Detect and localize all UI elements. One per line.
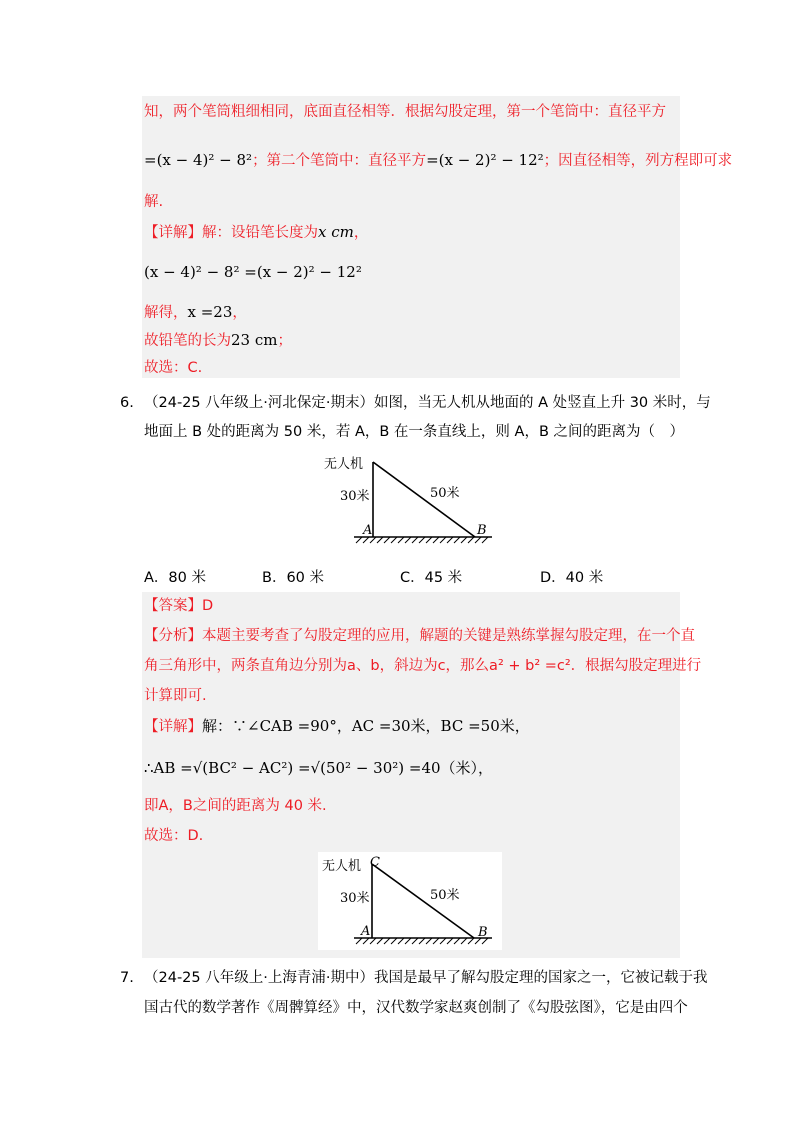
q6-detail-fig-50m-label: 50米 — [430, 888, 460, 903]
q6-detail-line1 — [144, 716, 530, 737]
q6-analysis-line1: 【分析】本题主要考查了勾股定理的应用，解题的关键是熟练掌握勾股定理，在一个直 — [144, 628, 695, 644]
q5-conclusion-text: 故铅笔的长为 — [144, 333, 231, 349]
q5-analysis-end: ；因直径相等，列方程即可求 — [543, 153, 733, 169]
q6-fig-drone-label: 无人机 — [324, 457, 364, 472]
q5-choice: 故选：C. — [144, 360, 203, 376]
q6-analysis-line3: 计算即可. — [144, 688, 207, 704]
q6-stem-line1: （24-25 八年级上·河北保定·期末）如图，当无人机从地面的 A 处竖直上升 30 米时，与 — [144, 395, 711, 411]
q5-conclusion-value: 23 cm — [231, 331, 278, 349]
q5-detail-var: x cm — [318, 223, 354, 241]
q5-detail-line: 【详解】解：设铅笔长度为x cm， — [144, 223, 369, 241]
q6-option-d[interactable]: D．40 米 — [540, 570, 604, 586]
q6-answer-tag: 【答案】 — [144, 598, 202, 614]
q5-analysis-line2 — [144, 150, 732, 171]
q5-solve-line: 解得，x =23， — [144, 303, 247, 321]
q5-analysis-line1: 知，两个笔筒粗细相同，底面直径相等．根据勾股定理，第一个笔筒中：直径平方 — [144, 104, 666, 120]
q5-analysis-line3: 解. — [144, 194, 164, 210]
q5-solve-label: 解得， — [144, 305, 188, 321]
q6-detail-fig-drone-label: 无人机 — [322, 859, 362, 874]
q6-answer-line — [144, 596, 213, 616]
q5-detail-tag: 【详解】 — [144, 225, 202, 241]
q6-detail-text1: 解：∵∠CAB =90°，AC =30米，BC =50米， — [202, 717, 530, 735]
q6-analysis-line2: 角三角形中，两条直角边分别为a、b，斜边为c，那么a² + b² =c²．根据勾股定理进行 — [144, 658, 702, 674]
q6-detail-fig-point-c: C — [370, 855, 380, 870]
q6-fig-50m-label: 50米 — [430, 486, 460, 501]
q5-main-equation: (x − 4)² − 8² =(x − 2)² − 12² — [144, 263, 362, 281]
q7-stem-line2: 国古代的数学著作《周髀算经》中，汉代数学家赵爽创制了《勾股弦图》，它是由四个 — [144, 1000, 688, 1016]
q6-answer-value: D — [202, 598, 214, 614]
q6-detail-fig-point-b: B — [478, 925, 488, 940]
q6-option-a[interactable]: A．80 米 — [144, 570, 206, 586]
q6-option-b[interactable]: B．60 米 — [262, 570, 325, 586]
q6-stem-line2: 地面上 B 处的距离为 50 米，若 A，B 在一条直线上，则 A，B 之间的距离为（ ） — [144, 424, 685, 440]
q6-fig-30m-label: 30米 — [340, 489, 370, 504]
q5-equation-2: =(x − 2)² − 12² — [426, 151, 544, 169]
q5-detail-text: 解：设铅笔长度为 — [202, 225, 318, 241]
q6-fig-point-a: A — [363, 523, 373, 538]
q6-detail-figure — [318, 852, 502, 950]
q5-analysis-mid: ；第二个笔筒中：直径平方 — [252, 153, 427, 169]
q6-figure — [320, 450, 500, 550]
q5-equation-1: =(x − 4)² − 8² — [144, 151, 253, 169]
q6-number: 6. — [120, 395, 134, 411]
q6-choice: 故选：D. — [144, 828, 204, 844]
q6-detail-line3: 即A，B之间的距离为 40 米. — [144, 798, 327, 814]
q6-detail-fig-30m-label: 30米 — [340, 891, 370, 906]
q7-number: 7. — [120, 970, 134, 986]
q6-detail-fig-point-a: A — [361, 924, 371, 939]
q7-stem-line1: （24-25 八年级上·上海青浦·期中）我国是最早了解勾股定理的国家之一，它被记载于我 — [144, 970, 708, 986]
q6-option-c[interactable]: C．45 米 — [400, 570, 463, 586]
q6-detail-tag: 【详解】 — [144, 719, 202, 735]
q5-solve-value: x =23 — [187, 303, 233, 321]
q6-fig-point-b: B — [477, 523, 487, 538]
q6-detail-line2: ∴AB =√(BC² − AC²) =√(50² − 30²) =40（米）， — [144, 759, 494, 777]
q5-conclusion-line: 故铅笔的长为23 cm； — [144, 331, 292, 349]
